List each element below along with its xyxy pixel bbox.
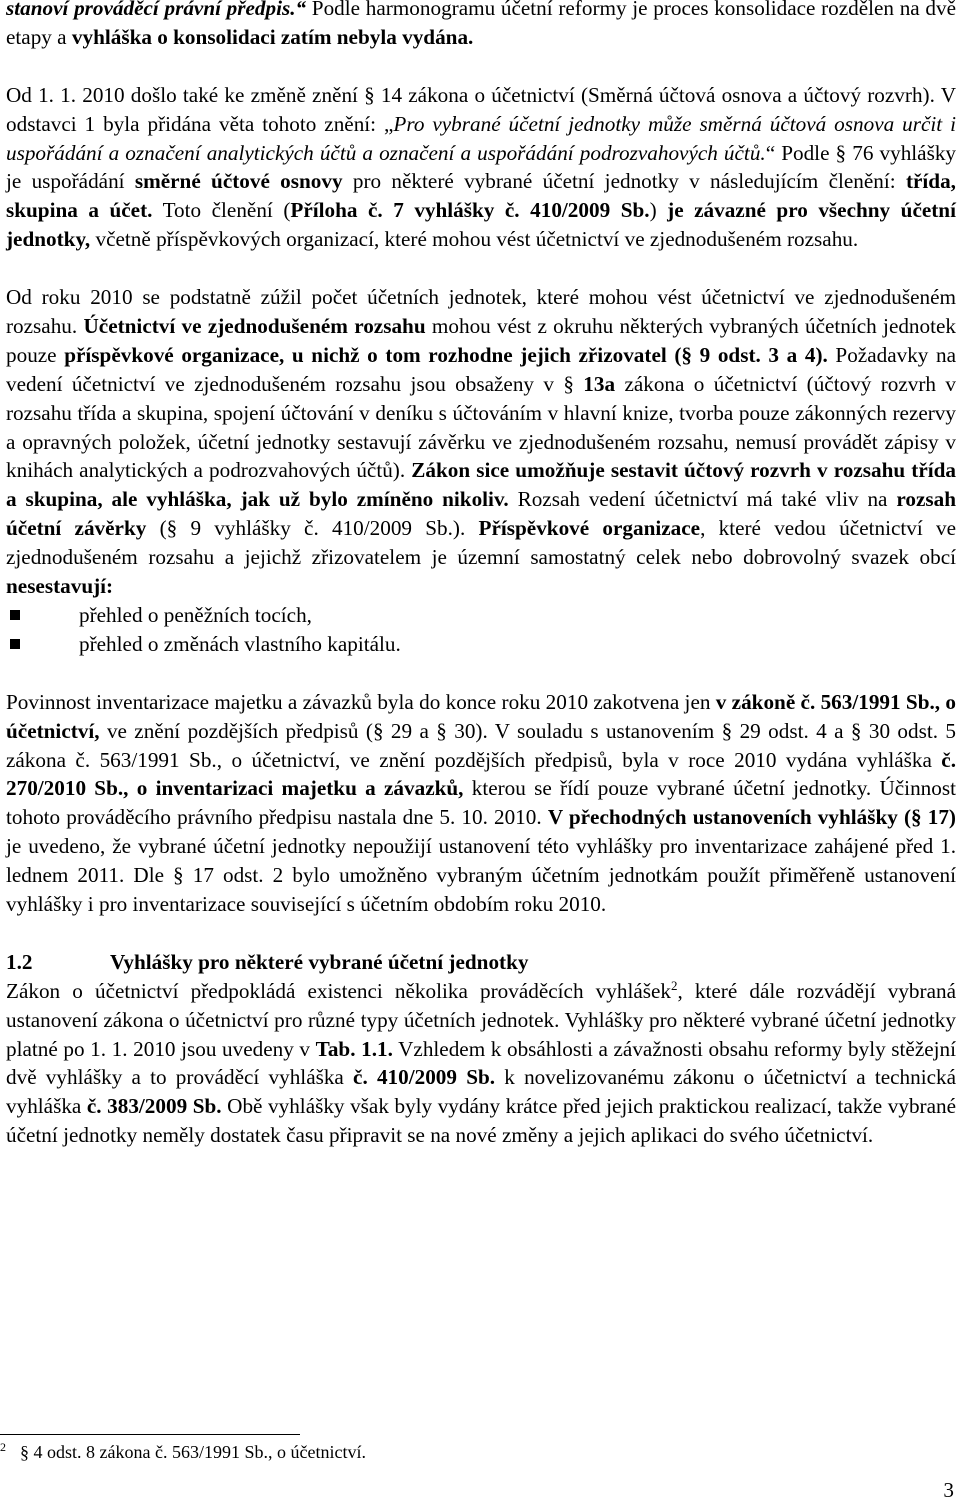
paragraph-zjednoduseny-rozsah: Od roku 2010 se podstatně zúžil počet účetních jednotek, které mohou vést účetnictví ve zjednodušeném rozsahu. Účetnictví ve zjednodušeném rozsahu mohou vést z okruhu některých vybraných účetních jednotek pouze příspěvkové organizace, u nichž o tom rozhodne jejich zřizovatel (§ 9 odst. 3 a 4). Požadavky na vedení účetnictví ve zjednodušeném rozsahu jsou obsaženy v § 13a zákona o účetnictví (účtový rozvrh v rozsahu třída a skupina, spojení účtování v deníku s účtováním v hlavní knize, tvorba pouze zákonných rezervy a opravných položek, účetní jednotky sestavují závěrku ve zjednodušeném rozsahu, nemusí provádět zápisy v knihách analytických a podrozvahových účtů). Zákon sice umožňuje sestavit účtový rozvrh v rozsahu třída a skupina, ale vyhláška, jak už bylo zmíněno nikoliv. Rozsah vedení účetnictví má také vliv na rozsah účetní závěrky (§ 9 vyhlášky č. 410/2009 Sb.). Příspěvkové organizace, které vedou účetnictví ve zjednodušeném rozsahu a jejichž zřizovatelem je územní samostatný celek nebo dobrovolný svazek obcí nesestavují: xyxy=(6,285,957,599)
paragraph-gap xyxy=(6,52,956,81)
paragraph-konsolidace: stanoví prováděcí právní předpis.“ Podle harmonogramu účetní reformy je proces konsolidace rozdělen na dvě etapy a vyhláška o konsolidaci zatím nebyla vydána. xyxy=(6,0,956,49)
footnote xyxy=(0,1441,366,1463)
section-number: 1.2 xyxy=(6,949,33,974)
footnote-marker: 2 xyxy=(0,1440,6,1454)
footnote-reference[interactable]: 2 xyxy=(670,977,678,993)
paragraph-smerna-osnova: Od 1. 1. 2010 došlo také ke změně znění § 14 zákona o účetnictví (Směrná účtová osnova a účtový rozvrh). V odstavci 1 byla přidána věta tohoto znění: „Pro vybrané účetní jednotky může směrná účtová osnova určit i uspořádání a označení analytických účtů a označení a uspořádání podrozvahových účtů.“ Podle § 76 vyhlášky je uspořádání směrné účtové osnovy pro některé vybrané účetní jednotky v následujícím členění: třída, skupina a účet. Toto členění (Příloha č. 7 vyhlášky č. 410/2009 Sb.) je závazné pro všechny účetní jednotky, včetně příspěvkových organizací, které mohou vést účetnictví ve zjednodušeném rozsahu. xyxy=(6,82,957,252)
paragraph-vyhlasky: Zákon o účetnictví předpokládá existenci několika prováděcích vyhlášek$^2$, které dále rozvádějí vybraná ustanovení zákona o účetnictví pro různé typy účetních jednotek. Vyhlášky pro některé vybrané účetní jednotky platné po 1. 1. 2010 jsou uvedeny v Tab. 1.1. Vzhledem k obsáhlosti a závažnosti obsahu reformy byly stěžejní dvě vyhlášky a to prováděcí vyhláška č. 410/2009 Sb. k novelizovanému zákonu o účetnictví a technická vyhláška č. 383/2009 Sb. Obě vyhlášky však byly vydány krátce před jejich praktickou realizací, takže vybrané účetní jednotky neměly dostatek času připravit se na nové změny a jejich aplikaci do svého účetnictví. xyxy=(6,977,956,1148)
paragraph-gap xyxy=(6,254,956,283)
footnote-separator xyxy=(0,1434,300,1435)
paragraph-gap xyxy=(6,659,956,688)
list-item: přehled o změnách vlastního kapitálu. xyxy=(6,630,956,659)
section-heading xyxy=(6,948,956,977)
square-bullet-icon xyxy=(10,639,20,649)
page-number: 3 xyxy=(943,1478,954,1502)
footnote-text: § 4 odst. 8 zákona č. 563/1991 Sb., o účetnictví. xyxy=(20,1442,366,1462)
list-item: přehled o peněžních tocích, xyxy=(6,601,956,630)
paragraph-inventarizace: Povinnost inventarizace majetku a závazků byla do konce roku 2010 zakotvena jen v zákoně č. 563/1991 Sb., o účetnictví, ve znění pozdějších předpisů (§ 29 a § 30). V souladu s ustanovením § 29 odst. 4 a § 30 odst. 5 zákona č. 563/1991 Sb., o účetnictví, ve znění pozdějších předpisů, byla v roce 2010 vydána vyhláška č. 270/2010 Sb., o inventarizaci majetku a závazků, kterou se řídí pouze vybrané účetní jednotky. Účinnost tohoto prováděcího právního předpisu nastala dne 5. 10. 2010. V přechodných ustanoveních vyhlášky (§ 17) je uvedeno, že vybrané účetní jednotky nepoužijí ustanovení této vyhlášky pro inventarizace zahájené před 1. lednem 2011. Dle § 17 odst. 2 bylo umožněno vybraným účetním jednotkám použít přiměřeně ustanovení vyhlášky i pro inventarizace související s účetním obdobím roku 2010. xyxy=(6,689,956,917)
paragraph-gap xyxy=(6,919,956,948)
bullet-list xyxy=(6,601,956,659)
section-title: Vyhlášky pro některé vybrané účetní jednotky xyxy=(110,949,529,974)
document-page xyxy=(6,0,956,1150)
square-bullet-icon xyxy=(10,610,20,620)
